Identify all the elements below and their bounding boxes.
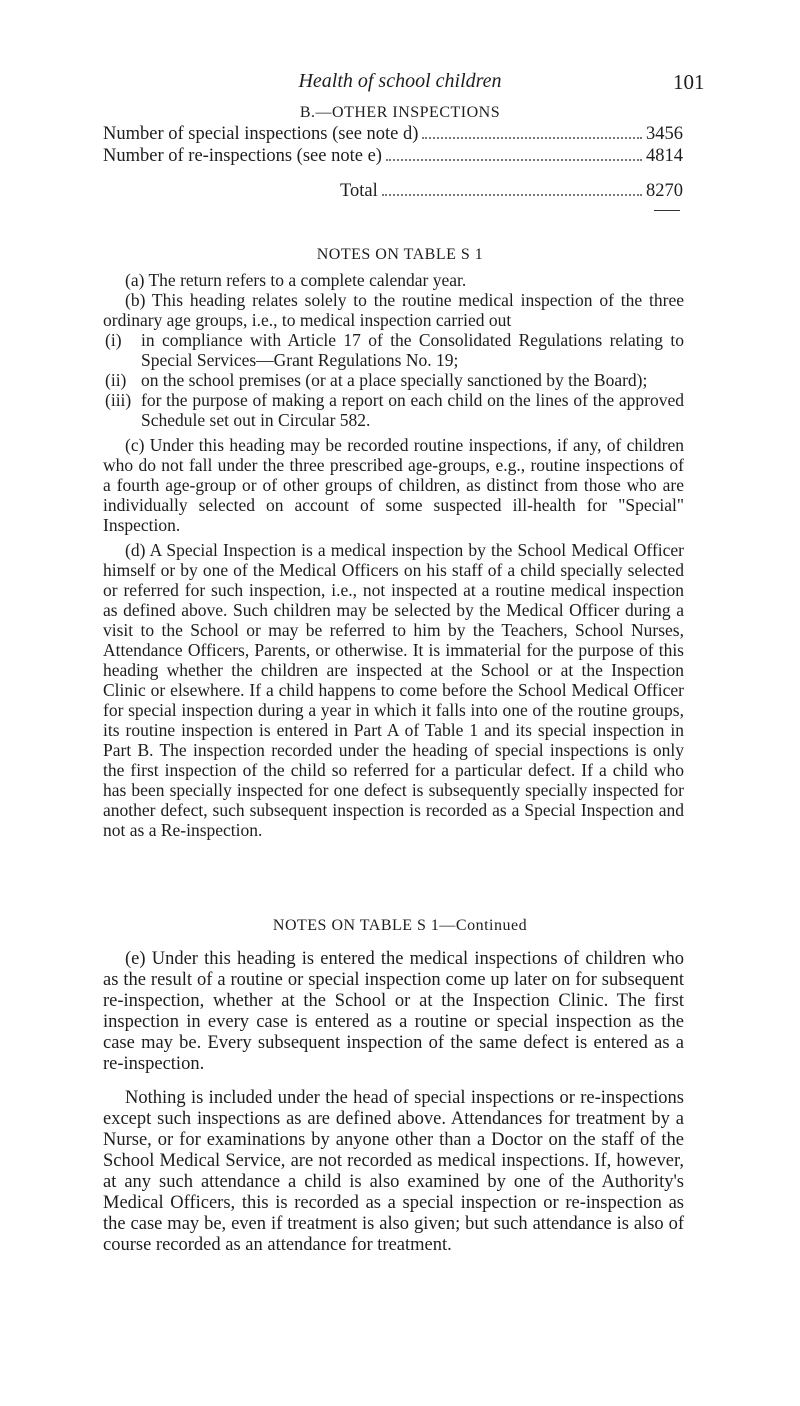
total-label: Total bbox=[340, 181, 378, 201]
notes-continued-body bbox=[103, 949, 684, 1256]
page-number: 101 bbox=[673, 70, 705, 94]
notes-continued-heading: NOTES ON TABLE S 1—Continued bbox=[272, 917, 528, 934]
leader-dots bbox=[386, 159, 642, 161]
special-inspections-row bbox=[103, 124, 683, 145]
note-a: (a) The return refers to a complete calendar year. bbox=[125, 270, 467, 290]
note-b-item bbox=[103, 330, 684, 370]
row-label: Number of special inspections (see note d) bbox=[103, 124, 419, 144]
item-text: on the school premises (or at a place specially sanctioned by the Board); bbox=[141, 370, 648, 390]
note-b: (b) This heading relates solely to the routine medical inspection of the three ordinary age groups, i.e., to medical inspection carried out bbox=[103, 290, 684, 330]
section-b-heading: B.—OTHER INSPECTIONS bbox=[299, 104, 501, 121]
item-number: (iii) bbox=[105, 390, 132, 410]
notes-heading: NOTES ON TABLE S 1 bbox=[316, 246, 484, 263]
item-text: in compliance with Article 17 of the Consolidated Regulations relating to Special Services—Grant Regulations No. 19; bbox=[141, 330, 684, 370]
total-row bbox=[340, 181, 683, 202]
item-number: (ii) bbox=[105, 370, 127, 390]
note-e: (e) Under this heading is entered the medical inspections of children who as the result of a routine or special inspection come up later on for subsequent re-inspection, whether at the School or at the Inspection Clinic. The first inspection in every case is entered as a routine or special inspection as the case may be. Every subsequent inspection of the same defect is entered as a re-inspection. bbox=[103, 949, 684, 1074]
leader-dots bbox=[382, 194, 642, 196]
note-c: (c) Under this heading may be recorded routine inspections, if any, of children who do not fall under the three prescribed age-groups, e.g., routine inspections of a fourth age-group or of other groups of children, as distinct from those who are individually selected on account of some suspected ill-health for "Special" Inspection. bbox=[103, 435, 684, 535]
running-header bbox=[0, 70, 800, 96]
row-value: 3456 bbox=[646, 124, 683, 144]
total-rule bbox=[654, 210, 680, 211]
item-number: (i) bbox=[105, 330, 122, 350]
leader-dots bbox=[422, 137, 642, 139]
note-b-item bbox=[103, 370, 684, 390]
notes-body bbox=[103, 270, 684, 840]
item-text: for the purpose of making a report on each child on the lines of the approved Schedule set out in Circular 582. bbox=[141, 390, 684, 430]
row-label: Number of re-inspections (see note e) bbox=[103, 146, 382, 166]
re-inspections-row bbox=[103, 146, 683, 167]
running-title: Health of school children bbox=[298, 70, 502, 92]
closing-paragraph: Nothing is included under the head of special inspections or re-inspections except such inspections as are defined above. Attendances for treatment by a Nurse, or for examinations by anyone other than a Doctor on the staff of the School Medical Service, are not recorded as medical inspections. If, however, at any such attendance a child is also examined by one of the Authority's Medical Officers, this is recorded as a special inspection or re-inspection as the case may be, even if treatment is also given; but such attendance is also of course recorded as an attendance for treatment. bbox=[103, 1088, 684, 1255]
total-value: 8270 bbox=[646, 181, 683, 201]
note-d: (d) A Special Inspection is a medical inspection by the School Medical Officer himself or by one of the Medical Officers on his staff of a child specially selected or referred for such inspection, i.e., not inspected at a routine medical inspection as defined above. Such children may be selected by the Medical Officer during a visit to the School or may be referred to him by the Teachers, School Nurses, Attendance Officers, Parents, or otherwise. It is immaterial for the purpose of this heading whether the children are inspected at the School or at the Inspection Clinic or elsewhere. If a child happens to come before the School Medical Officer for special inspection during a year in which it falls into one of the routine groups, its routine inspection is entered in Part A of Table 1 and its special inspection in Part B. The inspection recorded under the heading of special inspections is only the first inspection of the child so referred for a particular defect. If a child who has been specially inspected for one defect is subsequently specially inspected for another defect, such subsequent inspection is recorded as a Special Inspection and not as a Re-inspection. bbox=[103, 540, 684, 840]
row-value: 4814 bbox=[646, 146, 683, 166]
note-b-item bbox=[103, 390, 684, 430]
